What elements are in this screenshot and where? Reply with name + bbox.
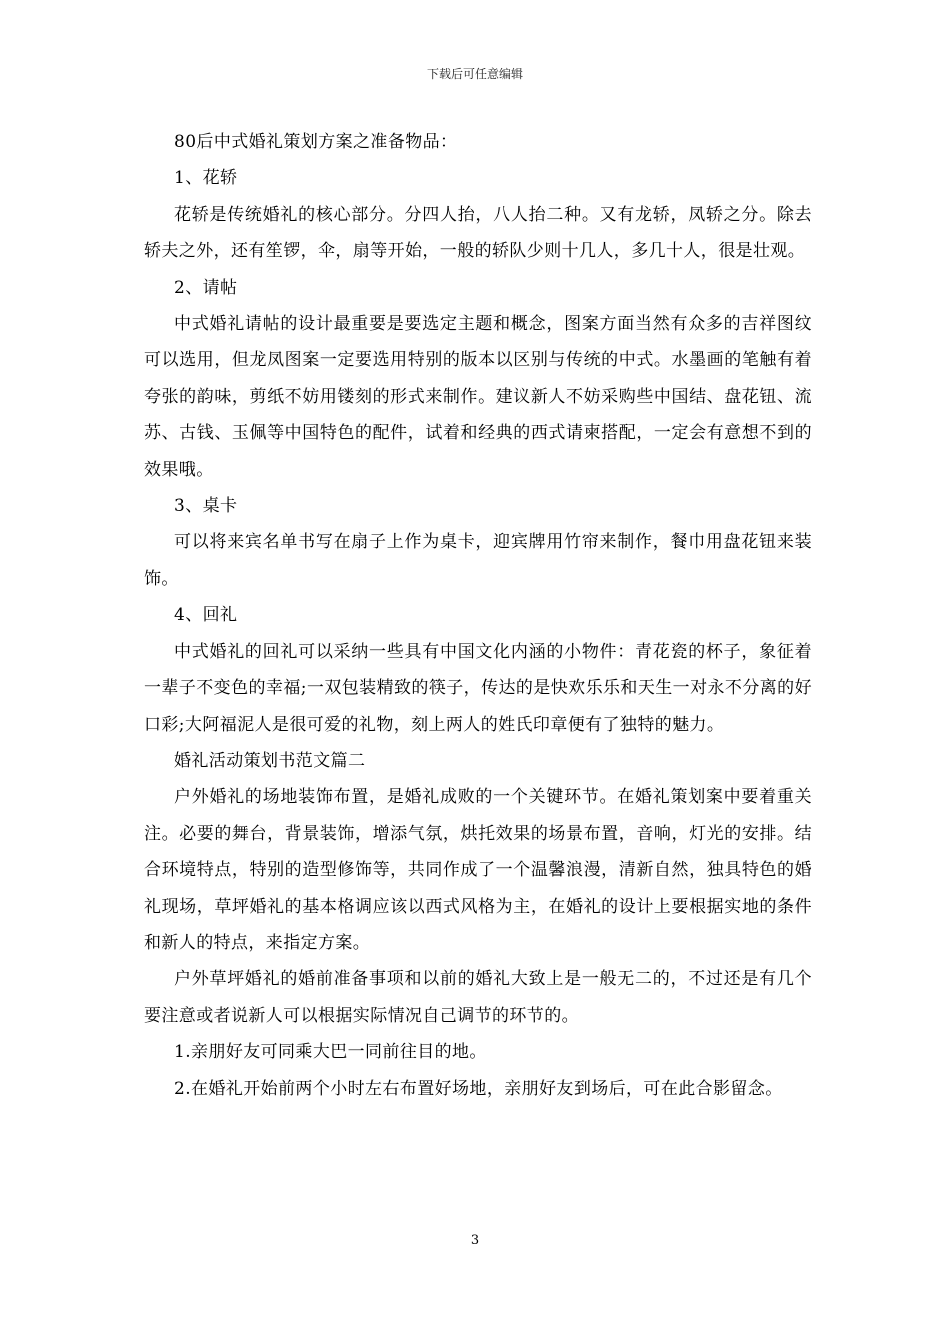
- paragraph-invitation: 中式婚礼请帖的设计最重要是要选定主题和概念，图案方面当然有众多的吉祥图纹可以选用，但龙凤图案一定要选用特别的版本以区别与传统的中式。水墨画的笔触有着夸张的韵味，剪纸不妨用镂刻的形式来制作。建议新人不妨采购些中国结、盘花钮、流苏、古钱、玉佩等中国特色的配件，试着和经典的西式请柬搭配，一定会有意想不到的效果哦。: [144, 314, 812, 480]
- paragraph-table-card: 可以将来宾名单书写在扇子上作为桌卡，迎宾牌用竹帘来制作，餐巾用盘花钮来装饰。: [144, 532, 812, 589]
- section-title-part-two: 婚礼活动策划书范文篇二: [174, 750, 366, 771]
- page-header: 下载后可任意编辑: [426, 67, 523, 81]
- list-item-2: 2.在婚礼开始前两个小时左右布置好场地，亲朋好友到场后，可在此合影留念。: [174, 1078, 783, 1099]
- section-title-invitation: 2、请帖: [174, 277, 238, 298]
- section-title-return-gift: 4、回礼: [174, 605, 238, 626]
- document-body: [144, 124, 812, 1107]
- paragraph-sedan: 花轿是传统婚礼的核心部分。分四人抬，八人抬二种。又有龙轿，凤轿之分。除去轿夫之外，还有笙锣，伞，扇等开始，一般的轿队少则十几人，多几十人，很是壮观。: [144, 204, 812, 262]
- paragraph-outdoor-venue: 户外婚礼的场地装饰布置，是婚礼成败的一个关键环节。在婚礼策划案中要着重关注。必要的舞台，背景装饰，增添气氛，烘托效果的场景布置，音响，灯光的安排。结合环境特点，特别的造型修饰等，共同作成了一个温馨浪漫，清新自然，独具特色的婚礼现场，草坪婚礼的基本格调应该以西式风格为主，在婚礼的设计上要根据实地的条件和新人的特点，来指定方案。: [144, 787, 812, 953]
- page-number: 3: [470, 1233, 480, 1248]
- paragraph-outdoor-prep: 户外草坪婚礼的婚前准备事项和以前的婚礼大致上是一般无二的，不过还是有几个要注意或者说新人可以根据实际情况自己调节的环节的。: [144, 969, 812, 1026]
- section-title-sedan: 1、花轿: [174, 168, 238, 189]
- paragraph-heading-items: 80后中式婚礼策划方案之准备物品：: [174, 132, 458, 152]
- list-item-1: 1.亲朋好友可同乘大巴一同前往目的地。: [174, 1042, 487, 1063]
- paragraph-return-gift: 中式婚礼的回礼可以采纳一些具有中国文化内涵的小物件：青花瓷的杯子，象征着一辈子不变色的幸福;一双包装精致的筷子，传达的是快欢乐乐和天生一对永不分离的好口彩;大阿福泥人是很可爱的礼物，刻上两人的姓氏印章便有了独特的魅力。: [144, 641, 812, 735]
- section-title-table-card: 3、桌卡: [174, 496, 238, 517]
